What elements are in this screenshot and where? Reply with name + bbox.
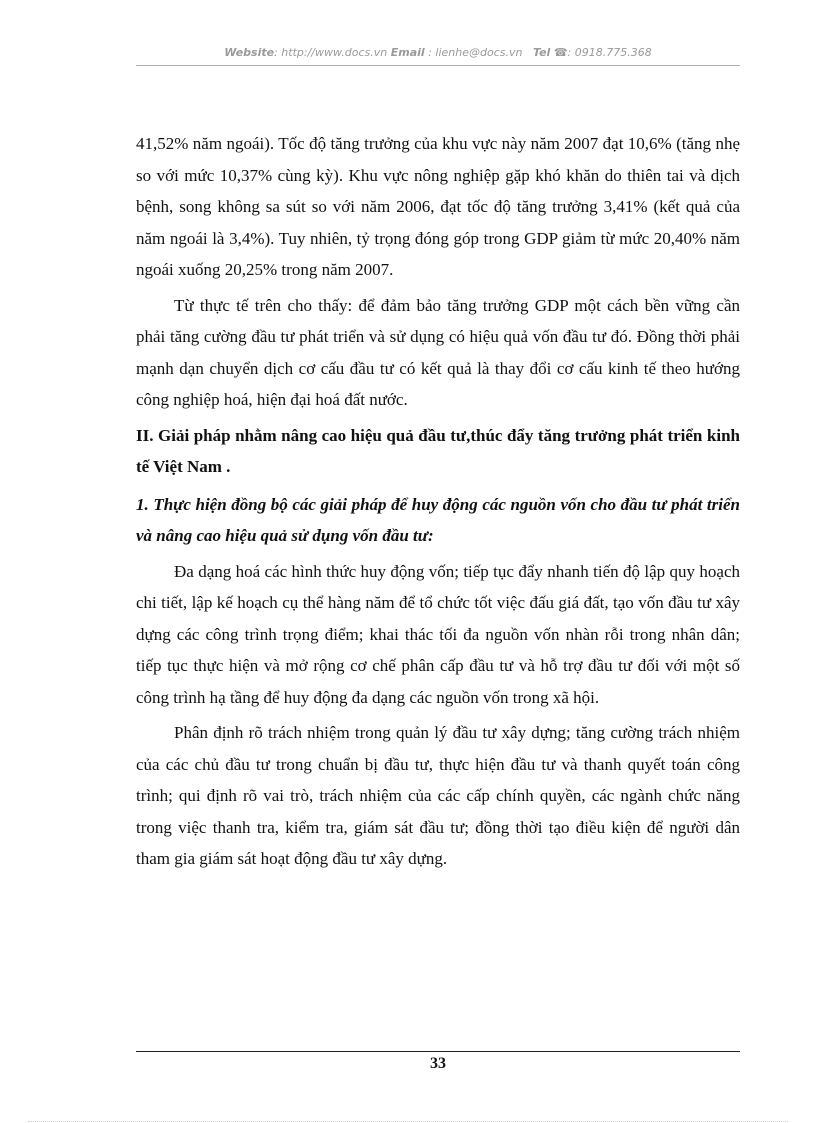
paragraph-1: 41,52% năm ngoái). Tốc độ tăng trưởng của khu vực này năm 2007 đạt 10,6% (tăng nhẹ so với mức 10,37% cùng kỳ). Khu vực nông nghiệp gặp khó khăn do thiên tai và dịch bệnh, song không sa sút so với năm 2006, đạt tốc độ tăng trưởng 3,41% (kết quả của năm ngoái là 3,4%). Tuy nhiên, tỷ trọng đóng góp trong GDP giảm từ mức 20,40% năm ngoái xuống 20,25% trong năm 2007.	[136, 134, 740, 279]
footer-divider	[136, 1051, 740, 1052]
section-heading: II. Giải pháp nhằm nâng cao hiệu quả đầu tư,thúc đẩy tăng trưởng phát triển kinh tế Việt Nam .	[136, 425, 740, 476]
header-divider	[136, 65, 740, 66]
page-header	[136, 46, 740, 59]
email-address: : lienhe@docs.vn	[424, 46, 523, 59]
tel-label: Tel	[532, 46, 551, 59]
email-label: Email	[390, 46, 425, 59]
website-label: Website	[224, 46, 275, 59]
website-url: : http://www.docs.vn	[274, 46, 388, 59]
document-body	[136, 128, 740, 879]
page-bottom-border	[28, 1121, 788, 1122]
paragraph-4: Phân định rõ trách nhiệm trong quản lý đầu tư xây dựng; tăng cường trách nhiệm của các chủ đầu tư trong chuẩn bị đầu tư, thực hiện đầu tư và thanh quyết toán công trình; qui định rõ vai trò, trách nhiệm của các cấp chính quyền, các ngành chức năng trong việc thanh tra, kiểm tra, giám sát đầu tư; đồng thời tạo điều kiện để người dân tham gia giám sát hoạt động đầu tư xây dựng.	[136, 723, 740, 868]
paragraph-3: Đa dạng hoá các hình thức huy động vốn; tiếp tục đẩy nhanh tiến độ lập quy hoạch chi tiết, lập kế hoạch cụ thể hàng năm để tổ chức tốt việc đấu giá đất, tạo vốn đầu tư xây dựng các công trình trọng điểm; khai thác tối đa nguồn vốn nhàn rỗi trong nhân dân; tiếp tục thực hiện và mở rộng cơ chế phân cấp đầu tư và hỗ trợ đầu tư đối với một số công trình hạ tầng để huy động đa dạng các nguồn vốn trong xã hội.	[136, 561, 740, 707]
subsection-heading: 1. Thực hiện đồng bộ các giải pháp để huy động các nguồn vốn cho đầu tư phát triển và nâng cao hiệu quả sử dụng vốn đầu tư:	[136, 494, 740, 545]
paragraph-2: Từ thực tế trên cho thấy: để đảm bảo tăng trưởng GDP một cách bền vững cần phải tăng cường đầu tư phát triển và sử dụng có hiệu quả vốn đầu tư đó. Đồng thời phải mạnh dạn chuyển dịch cơ cấu đầu tư có kết quả là thay đổi cơ cấu kinh tế theo hướng công nghiệp hoá, hiện đại hoá đất nước.	[136, 295, 740, 409]
phone-icon: ☎	[553, 46, 568, 59]
tel-number: : 0918.775.368	[567, 46, 652, 59]
page-number: 33	[430, 1055, 446, 1072]
